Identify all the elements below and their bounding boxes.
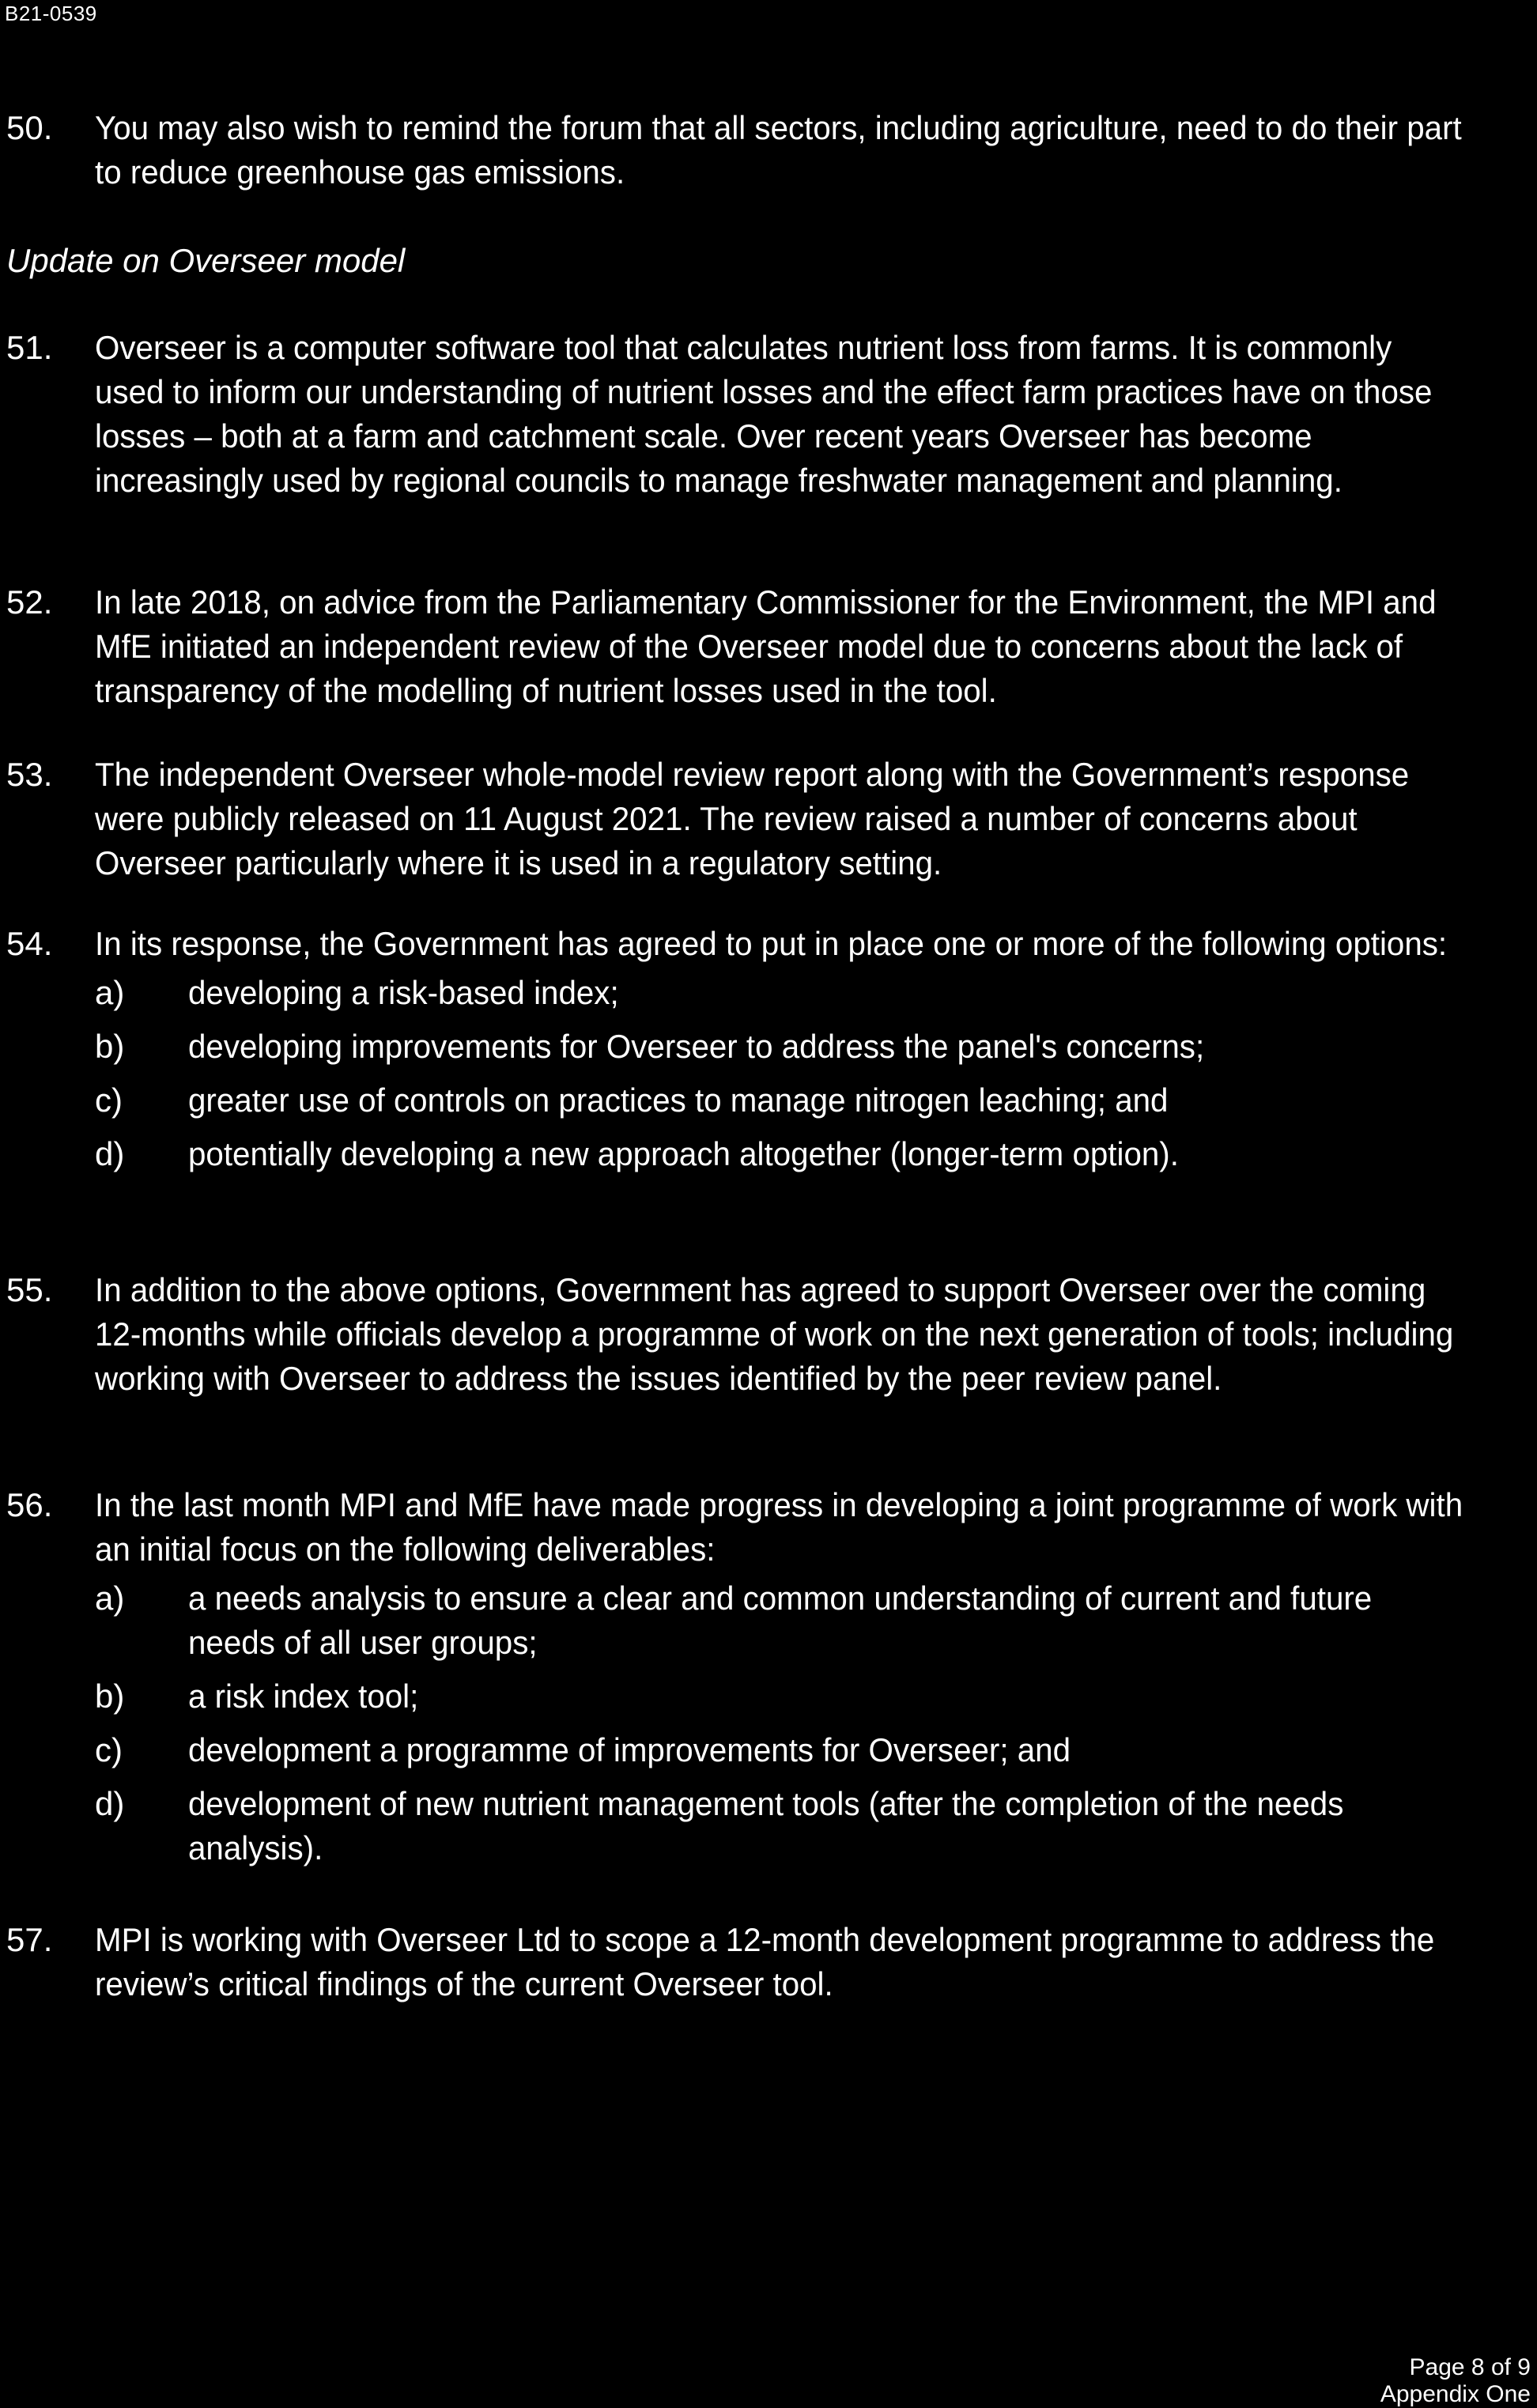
option-list — [95, 971, 1537, 1176]
paragraph-number: 56. — [6, 1486, 53, 1523]
paragraph-text: In its response, the Government has agreed to put in place one or more of the following options: — [95, 925, 1448, 962]
list-item-letter: c) — [95, 1081, 123, 1119]
list-item-text: potentially developing a new approach altogether (longer-term option). — [188, 1135, 1179, 1172]
paragraph-number: 51. — [6, 329, 53, 366]
page-number: Page 8 of 9 — [1409, 2354, 1531, 2380]
paragraph-52 — [0, 580, 1537, 713]
page-footer — [1380, 2354, 1531, 2408]
section-heading: Update on Overseer model — [6, 242, 406, 279]
list-item-letter: c) — [95, 1731, 123, 1768]
list-item-text: development of new nutrient management tools (after the completion of the needs analysis). — [188, 1785, 1344, 1866]
paragraph-51 — [0, 326, 1537, 503]
paragraph-number: 55. — [6, 1271, 53, 1308]
paragraph-50 — [0, 106, 1537, 194]
list-item-text: development a programme of improvements for Overseer; and — [188, 1731, 1071, 1768]
paragraph-number: 54. — [6, 925, 53, 962]
paragraph-number: 50. — [6, 109, 53, 146]
paragraph-number: 53. — [6, 756, 53, 793]
list-item-letter: a) — [95, 1580, 125, 1617]
paragraph-number: 57. — [6, 1921, 53, 1958]
list-item — [95, 1674, 1502, 1719]
list-item — [95, 971, 1502, 1015]
list-item-letter: a) — [95, 974, 125, 1011]
paragraph-text: In late 2018, on advice from the Parliamentary Commissioner for the Environment, the MPI and MfE initiated an independent review of the Overseer model due to concerns about the lack of transparency of the modelling of nutrient losses used in the tool. — [95, 583, 1437, 709]
appendix-label: Appendix One — [1380, 2381, 1531, 2407]
list-item-text: a risk index tool; — [188, 1678, 419, 1715]
list-item — [95, 1078, 1502, 1123]
list-item — [95, 1782, 1502, 1870]
paragraph-text: Overseer is a computer software tool that calculates nutrient loss from farms. It is commonly used to inform our understanding of nutrient losses and the effect farm practices have on those losses – both at a farm and catchment scale. Over recent years Overseer has become increasingly used by regional councils to manage freshwater management and planning. — [95, 329, 1433, 499]
paragraph-text: In the last month MPI and MfE have made progress in developing a joint programme of work with an initial focus on the following deliverables: — [95, 1486, 1463, 1568]
list-item-text: developing improvements for Overseer to address the panel's concerns; — [188, 1028, 1205, 1065]
list-item-letter: d) — [95, 1135, 125, 1172]
paragraph-text: You may also wish to remind the forum that all sectors, including agriculture, need to do their part to reduce greenhouse gas emissions. — [95, 109, 1462, 191]
paragraph-text: In addition to the above options, Government has agreed to support Overseer over the coming 12-months while officials develop a programme of work on the next generation of tools; including working with Overseer to address the issues identified by the peer review panel. — [95, 1271, 1454, 1397]
list-item — [95, 1132, 1502, 1176]
list-item-text: a needs analysis to ensure a clear and common understanding of current and future needs of all user groups; — [188, 1580, 1373, 1661]
paragraph-57 — [0, 1918, 1537, 2006]
list-item — [95, 1728, 1502, 1772]
list-item-text: developing a risk-based index; — [188, 974, 619, 1011]
deliverables-list — [95, 1576, 1537, 1870]
paragraph-56 — [0, 1483, 1537, 1880]
list-item — [95, 1576, 1502, 1665]
list-item-letter: b) — [95, 1028, 125, 1065]
paragraph-55 — [0, 1268, 1537, 1401]
list-item-letter: b) — [95, 1678, 125, 1715]
list-item — [95, 1025, 1502, 1069]
list-item-letter: d) — [95, 1785, 125, 1822]
paragraph-54 — [0, 922, 1537, 1186]
paragraph-53 — [0, 753, 1537, 885]
document-reference: B21-0539 — [5, 2, 97, 25]
paragraph-number: 52. — [6, 583, 53, 621]
paragraph-text: The independent Overseer whole-model review report along with the Government’s response were publicly released on 11 August 2021. The review raised a number of concerns about Overseer particularly where it is used in a regulatory setting. — [95, 756, 1410, 881]
paragraph-text: MPI is working with Overseer Ltd to scope a 12-month development programme to address the review’s critical findings of the current Overseer tool. — [95, 1921, 1435, 2002]
list-item-text: greater use of controls on practices to manage nitrogen leaching; and — [188, 1081, 1169, 1119]
